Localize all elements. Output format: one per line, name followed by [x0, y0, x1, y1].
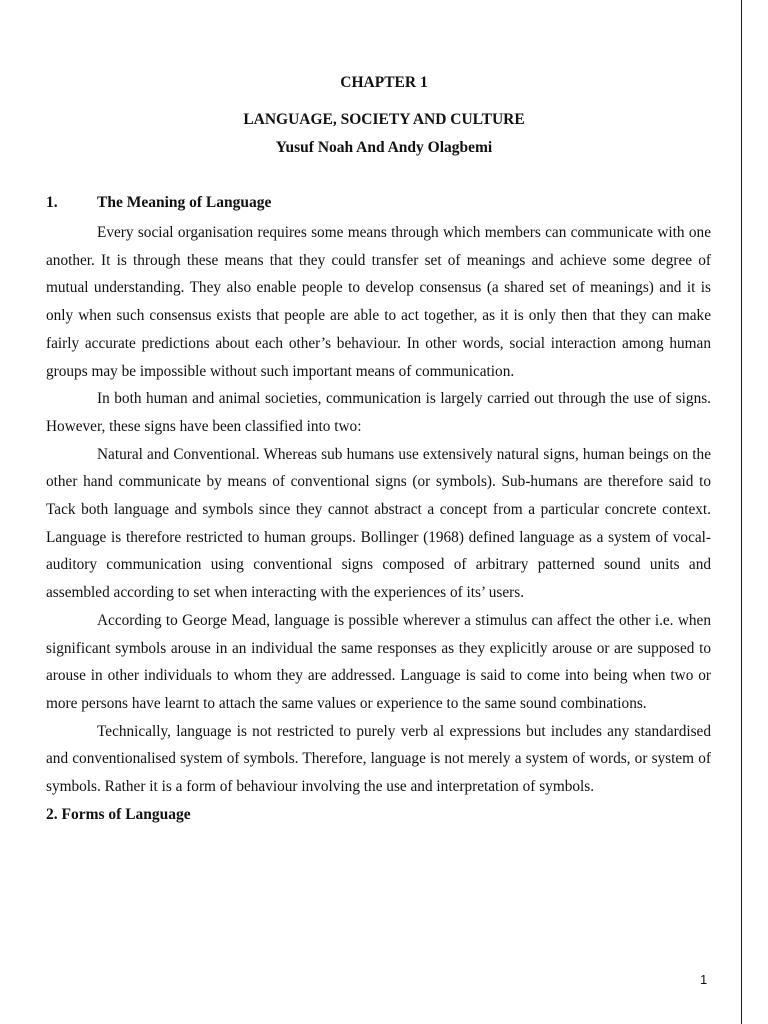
chapter-title: LANGUAGE, SOCIETY AND CULTURE — [243, 111, 525, 128]
chapter-heading: CHAPTER 1 — [340, 74, 428, 91]
paragraph: Technically, language is not restricted to purely verb al expressions but includes any standardised and conventionalised system of symbols. Therefore, language is not merely a system of words, or system of symbols. Rather it is a form of behaviour involving the use and interpretation of symbols. — [46, 722, 711, 796]
section-1-heading — [46, 194, 271, 212]
paragraph: In both human and animal societies, communication is largely carried out through the use of signs. However, these signs have been classified into two: — [46, 390, 711, 435]
chapter-authors: Yusuf Noah And Andy Olagbemi — [275, 139, 493, 156]
section-1-body — [46, 219, 711, 828]
section-1-title: The Meaning of Language — [97, 194, 272, 211]
section-1-number: 1. — [46, 194, 58, 211]
paragraph: Natural and Conventional. Whereas sub humans use extensively natural signs, human beings on the other hand communicate by means of conventional signs (or symbols). Sub-humans are therefore said to Tack both language and symbols since they cannot abstract a concept from a particular concrete context. Language is therefore restricted to human groups. Bollinger (1968) defined language as a system of vocal-auditory communication using conventional signs composed of arbitrary patterned sound units and assembled according to set when interacting with the experiences of its’ users. — [46, 445, 711, 602]
paragraph: According to George Mead, language is possible wherever a stimulus can affect the other i.e. when significant symbols arouse in an individual the same responses as they explicitly arouse or are supposed to arouse in other individuals to whom they are addressed. Language is said to come into being when two or more persons have learnt to attach the same values or experience to the same sound combinations. — [46, 611, 711, 712]
page-number: 1 — [700, 972, 708, 987]
section-2-heading: 2. Forms of Language — [46, 805, 191, 823]
paragraph: Every social organisation requires some means through which members can communicate with one another. It is through these means that they could transfer set of meanings and achieve some degree of mutual understanding. They also enable people to develop consensus (a shared set of meanings) and it is only when such consensus exists that people are able to act together, as it is only then that they can make fairly accurate predictions about each other’s behaviour. In other words, social interaction among human groups may be impossible without such important means of communication. — [46, 224, 711, 380]
